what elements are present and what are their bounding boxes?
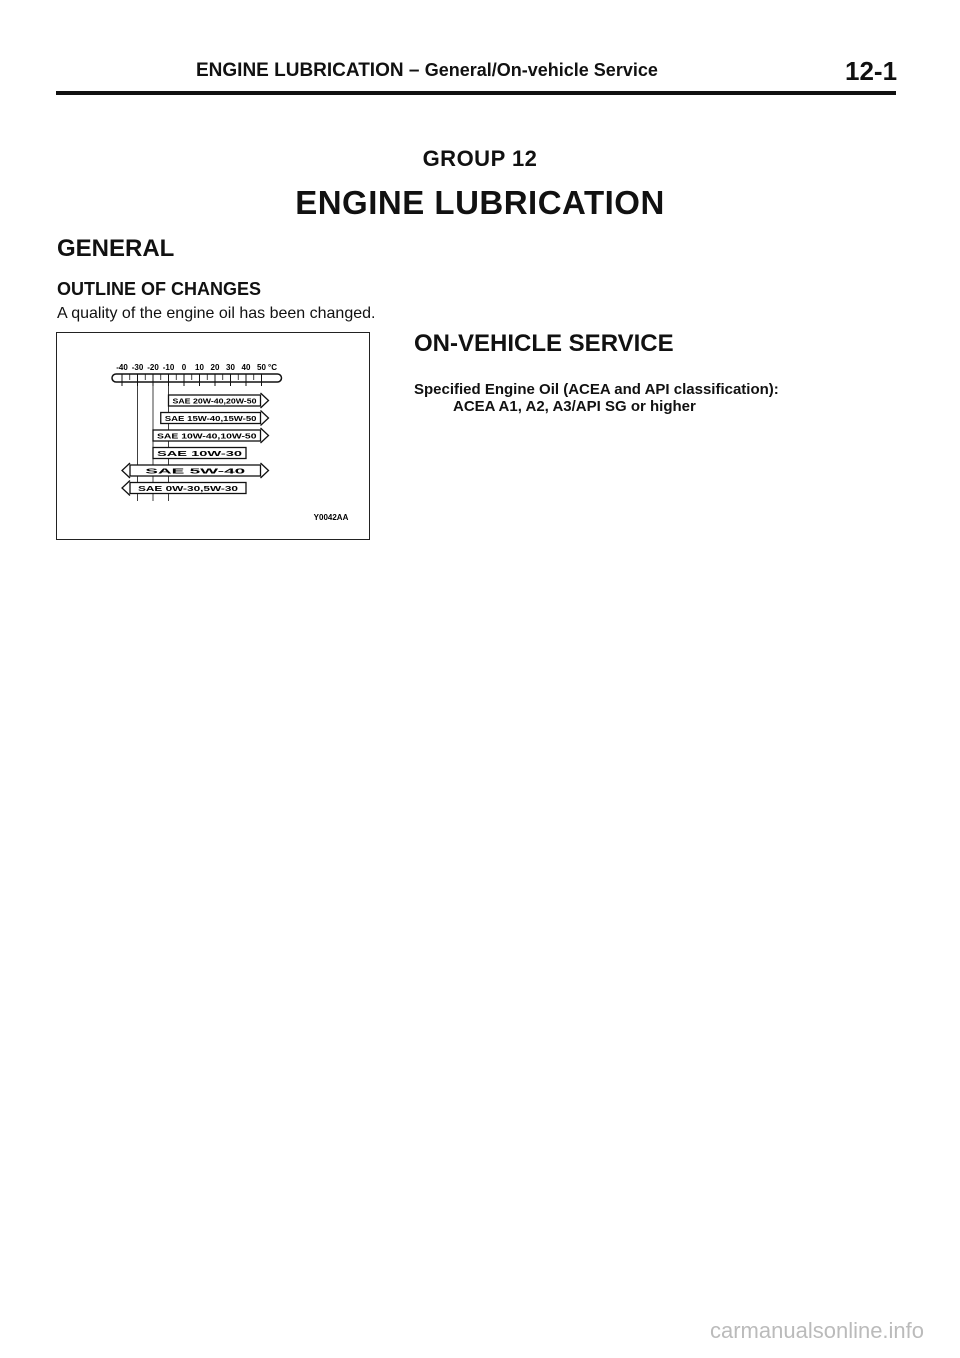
temperature-label: 10 (195, 363, 204, 372)
grade-label: SAE 5W-40 (145, 468, 246, 476)
temperature-label: 20 (210, 363, 220, 372)
group-title: GROUP 12 (422, 146, 538, 171)
grade-label: SAE 0W-30,5W-30 (138, 486, 239, 493)
figure-code: Y0042AA (313, 513, 349, 522)
arrow-right-icon (261, 428, 269, 443)
arrow-right-icon (261, 411, 269, 426)
temperature-label: 40 (241, 363, 251, 372)
outline-heading: OUTLINE OF CHANGES (57, 279, 262, 299)
temperature-label: -20 (147, 363, 159, 372)
temperature-unit: °C (268, 363, 277, 372)
oil-viscosity-figure (56, 332, 370, 540)
running-header (196, 60, 658, 82)
grade-label: SAE 10W-40,10W-50 (157, 433, 257, 441)
spec-label: Specified Engine Oil (ACEA and API classification): (414, 381, 779, 398)
grade-label: SAE 10W-30 (157, 451, 243, 458)
arrow-right-icon (261, 393, 269, 408)
outline-text: A quality of the engine oil has been changed. (57, 305, 376, 322)
general-heading: GENERAL (57, 235, 175, 262)
chapter-title: ENGINE LUBRICATION (295, 184, 665, 221)
temperature-label: 50 (257, 363, 266, 372)
temperature-label: -10 (162, 363, 175, 372)
viscosity-chart (57, 333, 369, 539)
header-rule (56, 91, 896, 95)
temperature-label: 30 (226, 363, 235, 372)
spec-value: ACEA A1, A2, A3/API SG or higher (453, 398, 696, 415)
temperature-label: -30 (131, 363, 144, 372)
arrow-left-icon (122, 481, 130, 496)
header-separator: – (408, 60, 420, 81)
page-number: 12-1 (845, 56, 898, 86)
service-heading: ON-VEHICLE SERVICE (414, 330, 674, 357)
arrow-left-icon (122, 463, 130, 478)
header-subsection: General/On-vehicle Service (424, 60, 658, 80)
temperature-label: 0 (181, 363, 187, 372)
watermark: carmanualsonline.info (710, 1318, 925, 1343)
header-section: ENGINE LUBRICATION (196, 60, 404, 81)
arrow-right-icon (261, 463, 269, 478)
temperature-label: -40 (116, 363, 128, 372)
grade-label: SAE 20W-40,20W-50 (172, 398, 257, 406)
grade-label: SAE 15W-40,15W-50 (164, 416, 257, 423)
